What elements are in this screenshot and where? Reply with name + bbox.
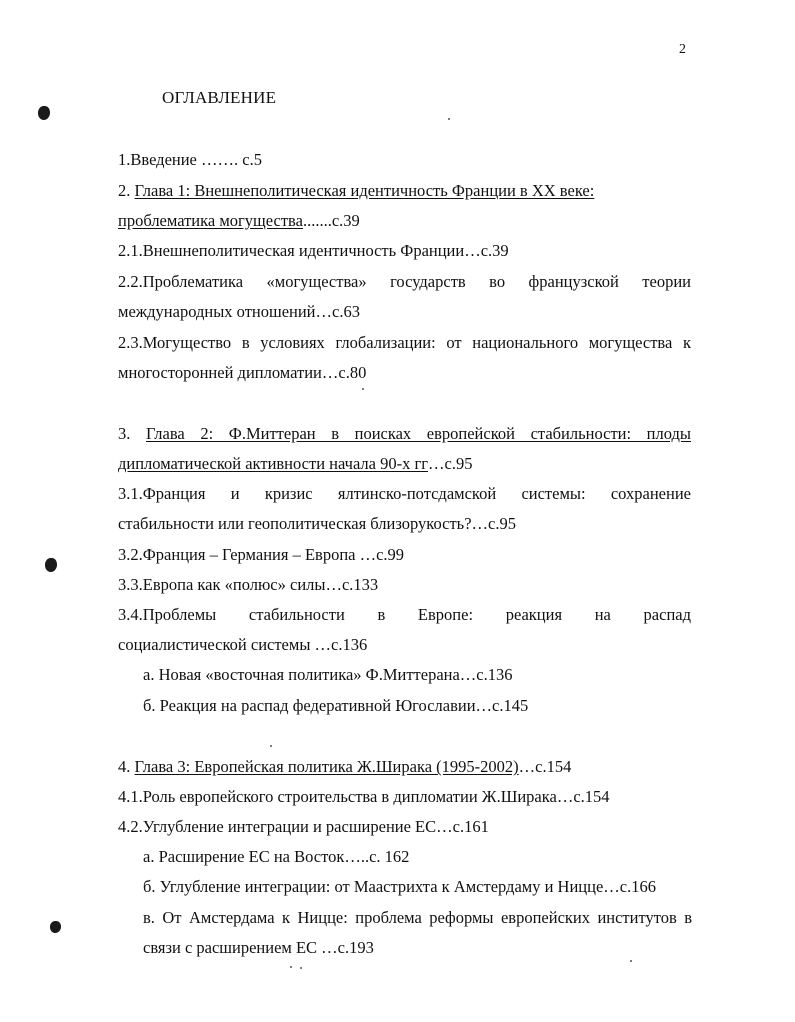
toc-chapter-2-page: …с.95	[428, 454, 473, 473]
scan-speck	[300, 967, 302, 969]
toc-chapter-1-heading-cont: проблематика могущества	[118, 211, 303, 230]
toc-chapter-1-page: .......с.39	[302, 211, 360, 230]
toc-subsection-4-2-a: а. Расширение ЕС на Восток…..с. 162	[143, 847, 410, 866]
binder-hole-top	[38, 106, 50, 120]
page-number: 2	[679, 42, 686, 57]
binder-hole-bottom	[50, 921, 61, 933]
toc-chapter-3-page: …с.154	[518, 757, 572, 776]
toc-chapter-2-prefix: 3.	[118, 424, 146, 443]
scan-speck	[630, 960, 632, 962]
toc-section-3-2: 3.2.Франция – Германия – Европа …с.99	[118, 545, 405, 564]
toc-chapter-1-prefix: 2.	[118, 181, 135, 200]
toc-chapter-2-heading-cont: дипломатической активности начала 90-х гг	[118, 454, 429, 473]
toc-chapter-2-heading: Глава 2: Ф.Миттеран в поисках европейской стабильности: плоды	[145, 424, 691, 443]
toc-chapter-1-line2	[118, 210, 360, 232]
toc-section-3-4-line2: социалистической системы …с.136	[118, 635, 368, 654]
toc-chapter-3	[118, 756, 571, 778]
scan-speck	[270, 745, 272, 747]
toc-section-2-2-line2: международных отношений…с.63	[118, 302, 360, 321]
toc-chapter-3-prefix: 4.	[118, 757, 135, 776]
toc-subsection-3-4-b: б. Реакция на распад федеративной Югославии…с.145	[143, 696, 529, 715]
toc-section-4-2: 4.2.Углубление интеграции и расширение ЕС…с.161	[118, 817, 489, 836]
page-title: ОГЛАВЛЕНИЕ	[162, 88, 277, 107]
toc-section-3-4-line1: 3.4.Проблемы стабильности в Европе: реакция на распад	[118, 605, 691, 624]
binder-hole-middle	[45, 558, 57, 572]
toc-section-2-2-line1: 2.2.Проблематика «могущества» государств во французской теории	[118, 272, 691, 291]
scan-speck	[290, 966, 292, 968]
toc-chapter-1-heading: Глава 1: Внешнеполитическая идентичность Франции в XX веке:	[134, 181, 595, 200]
toc-chapter-1-line1	[118, 180, 594, 202]
toc-section-2-3-line1: 2.3.Могущество в условиях глобализации: от национального могущества к	[118, 333, 691, 352]
scan-speck	[362, 388, 364, 390]
toc-section-4-1: 4.1.Роль европейского строительства в дипломатии Ж.Ширака…с.154	[118, 787, 610, 806]
toc-subsection-3-4-a: а. Новая «восточная политика» Ф.Миттерана…с.136	[143, 665, 513, 684]
toc-section-3-1-line2: стабильности или геополитическая близорукость?…с.95	[118, 514, 516, 533]
toc-section-3-1-line1: 3.1.Франция и кризис ялтинско-потсдамской системы: сохранение	[118, 484, 691, 503]
toc-subsection-4-2-b: б. Углубление интеграции: от Маастрихта к Амстердаму и Ницце…с.166	[143, 877, 656, 896]
toc-section-2-3-line2: многосторонней дипломатии…с.80	[118, 363, 367, 382]
toc-chapter-2-line1	[118, 423, 691, 445]
toc-intro: 1.Введение ……. с.5	[118, 150, 262, 169]
toc-section-3-3: 3.3.Европа как «полюс» силы…с.133	[118, 575, 379, 594]
toc-section-2-1: 2.1.Внешнеполитическая идентичность Франции…с.39	[118, 241, 509, 260]
toc-chapter-2-line2	[118, 453, 472, 475]
scan-speck	[448, 118, 450, 120]
toc-subsection-4-2-c-line2: связи с расширением ЕС …с.193	[143, 938, 374, 957]
toc-chapter-3-heading: Глава 3: Европейская политика Ж.Ширака (1995-2002)	[134, 757, 519, 776]
toc-subsection-4-2-c-line1: в. От Амстердама к Ницце: проблема реформы европейских институтов в	[143, 908, 692, 927]
